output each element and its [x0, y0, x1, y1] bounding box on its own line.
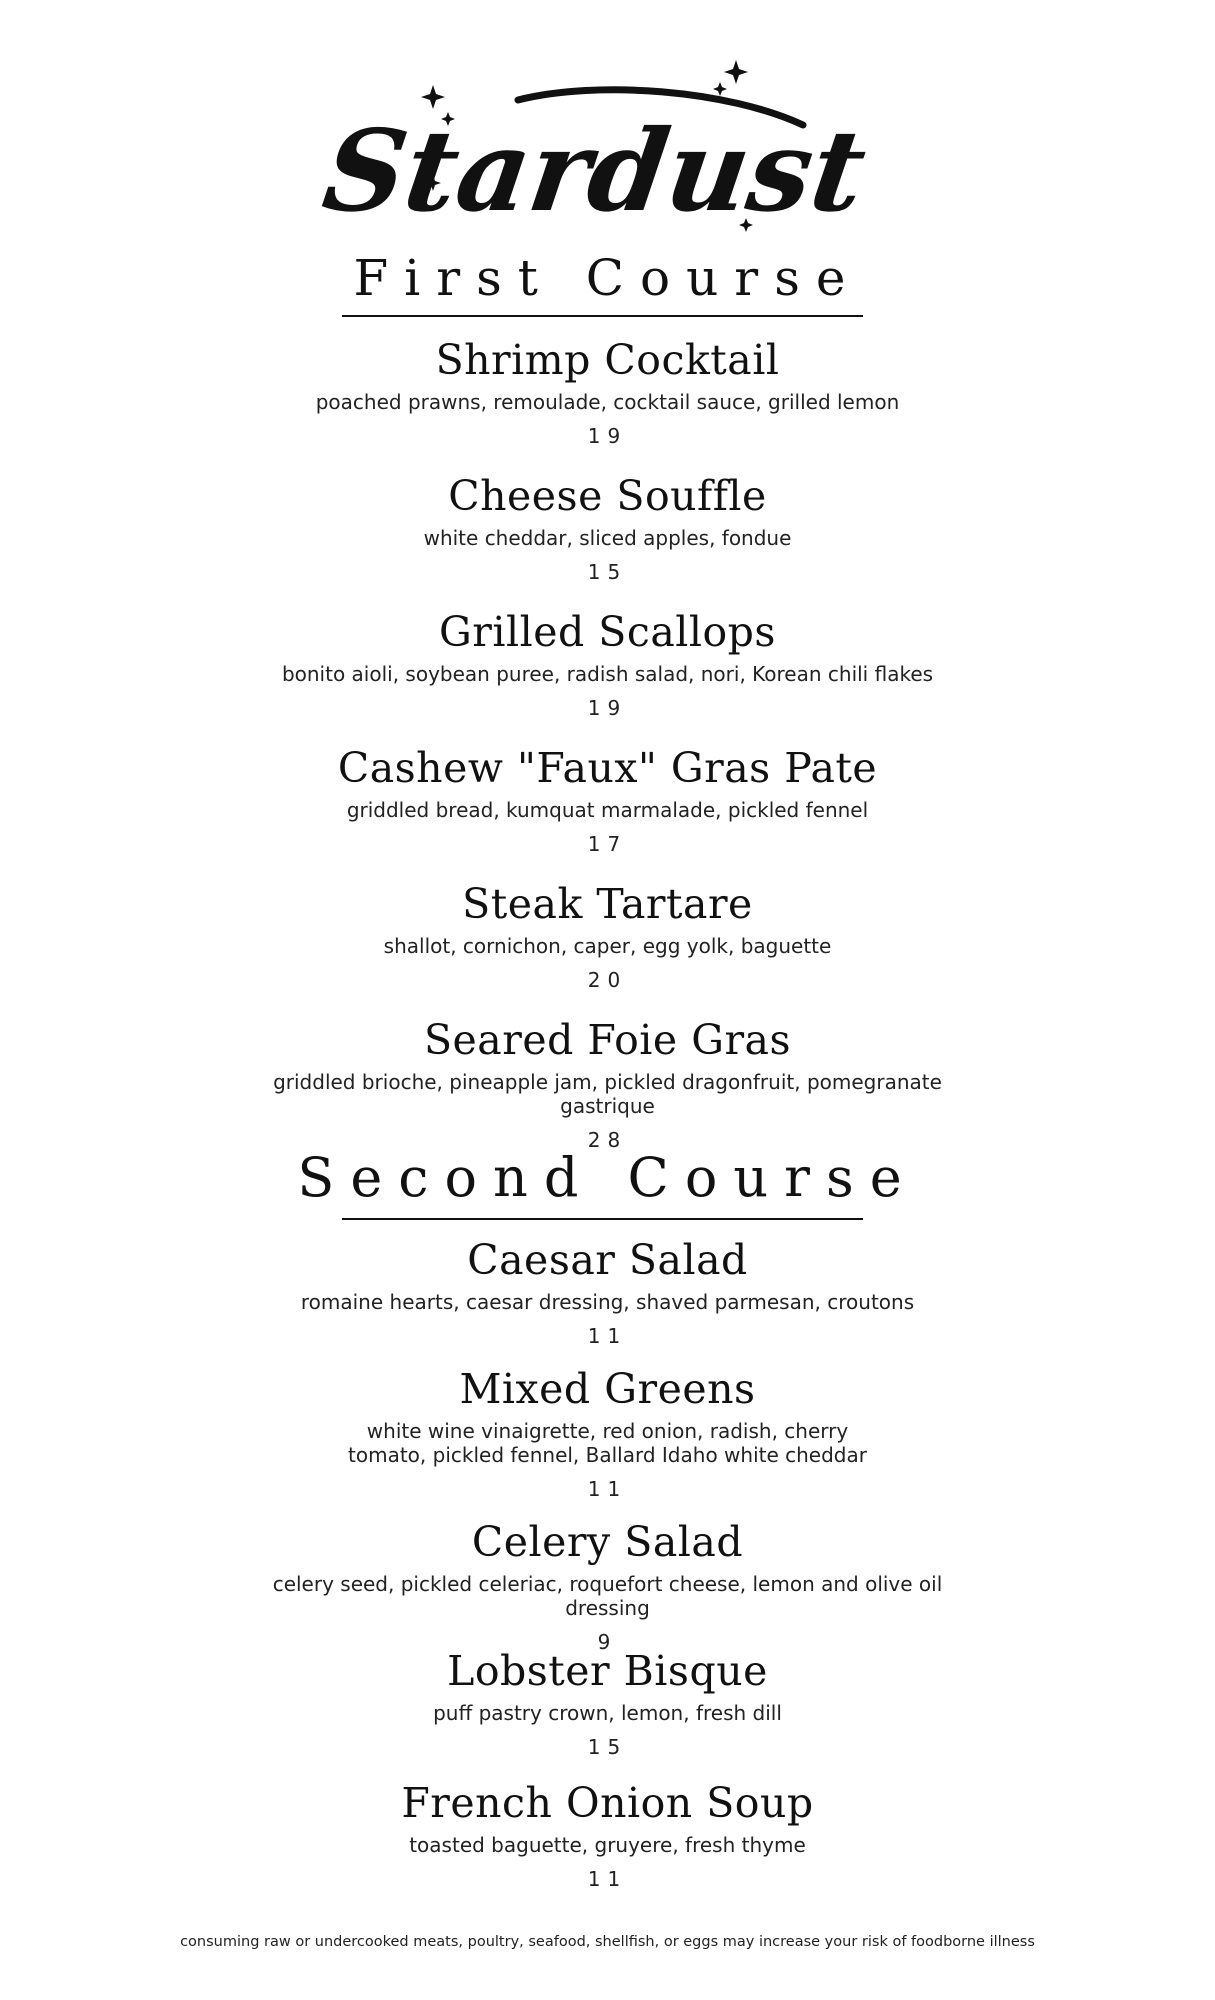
- item-description: puff pastry crown, lemon, fresh dill: [433, 1701, 782, 1725]
- item-price: 19: [587, 424, 628, 448]
- item-name: Cashew "Faux" Gras Pate: [337, 744, 878, 792]
- item-name: Cheese Souffle: [448, 472, 767, 520]
- item-price: 17: [587, 832, 628, 856]
- section-divider: [342, 1218, 863, 1220]
- item-name: Grilled Scallops: [439, 608, 776, 656]
- section-title-first-course: First Course: [353, 249, 862, 307]
- menu-item: [0, 472, 1215, 584]
- item-price: 11: [587, 1324, 628, 1348]
- item-price: 15: [587, 1735, 628, 1759]
- item-price: 19: [587, 696, 628, 720]
- item-description: griddled bread, kumquat marmalade, pickled fennel: [346, 798, 869, 822]
- logo-text: Stardust: [315, 104, 873, 237]
- item-price: 28: [587, 1128, 628, 1152]
- item-description: poached prawns, remoulade, cocktail sauce, grilled lemon: [315, 390, 900, 414]
- item-description: toasted baguette, gruyere, fresh thyme: [409, 1833, 806, 1857]
- item-description: romaine hearts, caesar dressing, shaved parmesan, croutons: [300, 1290, 915, 1314]
- item-name: Steak Tartare: [462, 880, 753, 928]
- item-price: 9: [597, 1630, 618, 1654]
- item-price: 11: [587, 1867, 628, 1891]
- menu-item: [0, 1779, 1215, 1891]
- section-title-second-course: Second Course: [297, 1146, 918, 1209]
- menu-item: [0, 1518, 1215, 1654]
- menu-item: [0, 1236, 1215, 1348]
- menu-item: [0, 880, 1215, 992]
- item-name: Shrimp Cocktail: [435, 336, 780, 384]
- menu-item: [0, 1365, 1215, 1501]
- item-price: 15: [587, 560, 628, 584]
- section-divider: [342, 315, 863, 317]
- item-name: Seared Foie Gras: [423, 1016, 792, 1064]
- item-name: Mixed Greens: [459, 1365, 756, 1413]
- item-description: shallot, cornichon, caper, egg yolk, baguette: [383, 934, 832, 958]
- item-name: French Onion Soup: [401, 1779, 814, 1827]
- menu-item: [0, 744, 1215, 856]
- logo-graphic: [315, 40, 873, 250]
- item-name: Caesar Salad: [467, 1236, 748, 1284]
- menu-item: [0, 336, 1215, 448]
- stardust-logo: [0, 40, 1215, 250]
- item-description: bonito aioli, soybean puree, radish salad, nori, Korean chili flakes: [281, 662, 934, 686]
- item-description: white wine vinaigrette, red onion, radish, cherry tomato, pickled fennel, Ballard Idaho white cheddar: [348, 1419, 867, 1467]
- menu-item: [0, 1016, 1215, 1152]
- item-description: celery seed, pickled celeriac, roquefort cheese, lemon and olive oil dressing: [272, 1572, 943, 1620]
- menu-item: [0, 608, 1215, 720]
- item-description: white cheddar, sliced apples, fondue: [423, 526, 792, 550]
- item-name: Celery Salad: [471, 1518, 744, 1566]
- menu-item: [0, 1647, 1215, 1759]
- item-name: Lobster Bisque: [447, 1647, 768, 1695]
- food-safety-disclaimer: consuming raw or undercooked meats, poultry, seafood, shellfish, or eggs may increase your risk of foodborne illness: [180, 1934, 1035, 1950]
- item-description: griddled brioche, pineapple jam, pickled dragonfruit, pomegranate gastrique: [273, 1070, 942, 1118]
- item-price: 11: [587, 1477, 628, 1501]
- item-price: 20: [587, 968, 628, 992]
